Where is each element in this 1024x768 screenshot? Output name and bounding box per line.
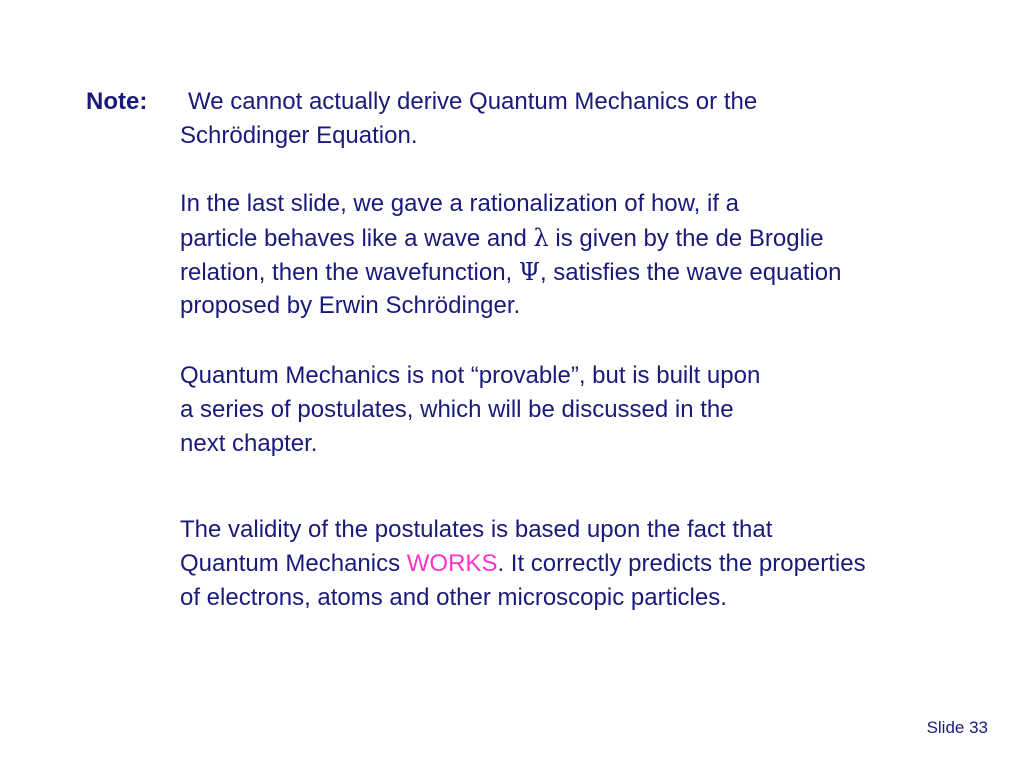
para2-line-3: next chapter. (180, 430, 318, 457)
para3-line-2-post: . It correctly predicts the properties (497, 550, 866, 577)
para1-line-3 (180, 255, 841, 289)
note-label: Note: (86, 88, 148, 115)
note-line-1: We cannot actually derive Quantum Mechanics or the (188, 88, 758, 115)
para1-line-1: In the last slide, we gave a rationalization of how, if a (180, 190, 739, 217)
para1-line-3-post: , satisfies the wave equation (539, 259, 842, 286)
para1-line-2-pre: particle behaves like a wave and (180, 225, 534, 252)
note-continuation (180, 119, 418, 153)
psi-symbol: Ψ (518, 258, 540, 286)
postulates-paragraph (180, 359, 760, 461)
validity-paragraph (180, 513, 866, 615)
para3-line-2 (180, 547, 866, 581)
para2-line-1: Quantum Mechanics is not “provable”, but is built upon (180, 362, 761, 389)
para1-line-2-post: is given by the de Broglie (548, 225, 824, 252)
para1-line-2 (180, 221, 841, 255)
para1-line-4: proposed by Erwin Schrödinger. (180, 292, 521, 319)
slide-number: Slide 33 (926, 718, 988, 737)
para3-line-2-pre: Quantum Mechanics (180, 550, 407, 577)
works-highlight: WORKS (406, 550, 498, 577)
note-line-2: Schrödinger Equation. (180, 122, 418, 149)
para3-line-3: of electrons, atoms and other microscopic particles. (180, 584, 727, 611)
rationalization-paragraph (180, 187, 841, 323)
para3-line-1: The validity of the postulates is based upon the fact that (180, 516, 773, 543)
lambda-symbol: λ (533, 224, 549, 252)
para2-line-2: a series of postulates, which will be discussed in the (180, 396, 734, 423)
para1-line-3-pre: relation, then the wavefunction, (180, 259, 519, 286)
